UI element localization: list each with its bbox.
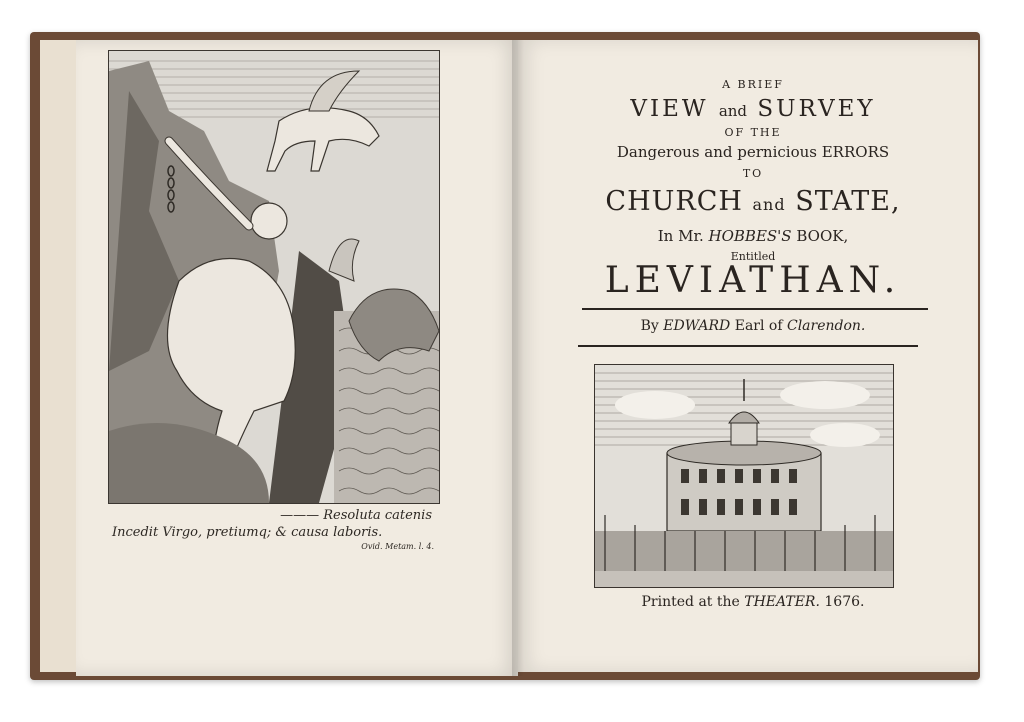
title-in-mr: In Mr. <box>657 227 704 245</box>
imprint-year: 1676. <box>824 594 865 610</box>
title-view: VIEW <box>630 96 709 122</box>
title-dangerous-errors: Dangerous and pernicious ERRORS <box>616 143 890 161</box>
title-imprint <box>568 594 938 610</box>
title-view-and-survey <box>568 96 938 122</box>
caption-line-2: Incedit Virgo, pretiumq; & causa laboris. <box>112 525 383 540</box>
title-rule-1 <box>582 308 928 310</box>
title-state: STATE, <box>795 186 901 217</box>
title-and-1: and <box>718 102 748 120</box>
title-of-the: OF THE <box>724 126 782 139</box>
title-leviathan: LEVIATHAN. <box>604 260 902 301</box>
title-entitled: Entitled <box>730 250 776 263</box>
title-earl-of: Earl of <box>734 318 783 334</box>
title-and-2: and <box>752 195 786 214</box>
title-to: TO <box>742 167 764 180</box>
imprint-theater: THEATER. <box>744 594 820 610</box>
title-book: BOOK, <box>796 227 849 245</box>
frontispiece-engraving <box>108 50 440 504</box>
title-hobbes-book <box>568 227 938 245</box>
title-church-and-state <box>568 186 938 217</box>
title-clarendon: Clarendon. <box>786 318 866 334</box>
book-gutter <box>512 40 524 676</box>
caption-reference: Ovid. Metam. l. 4. <box>361 542 434 551</box>
imprint-printed-at: Printed at the <box>641 594 740 610</box>
title-rule-2 <box>578 345 918 347</box>
title-by: By <box>640 318 659 334</box>
title-edward: EDWARD <box>663 318 731 334</box>
title-church: CHURCH <box>605 186 743 217</box>
title-a-brief: A BRIEF <box>722 78 784 91</box>
title-survey: SURVEY <box>757 96 876 122</box>
title-hobbes: HOBBES'S <box>708 227 792 245</box>
title-author-line <box>568 318 938 334</box>
theater-engraving <box>594 364 894 588</box>
caption-line-1: ——— Resoluta catenis <box>280 508 432 523</box>
